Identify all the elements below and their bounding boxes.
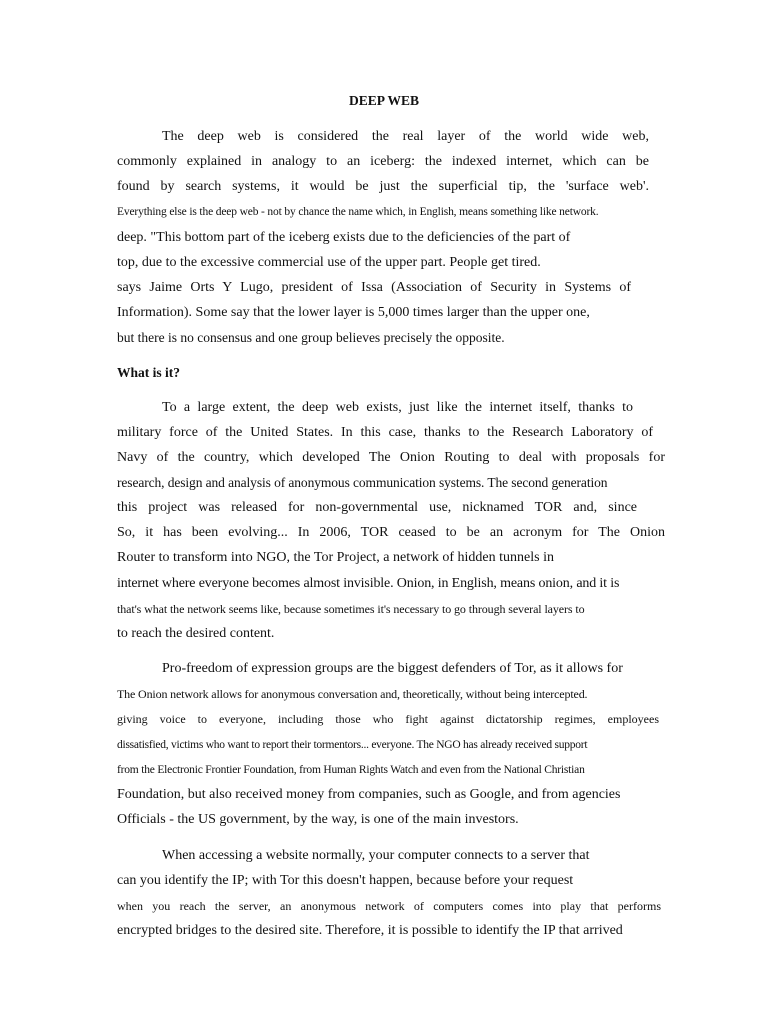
- text-line: says Jaime Orts Y Lugo, president of Issa (Association of Security in Systems of: [117, 280, 631, 295]
- text-line: research, design and analysis of anonymous communication systems. The second generation: [117, 475, 608, 490]
- text-line: that's what the network seems like, because sometimes it's necessary to go through several layers to: [117, 602, 585, 616]
- text-line: from the Electronic Frontier Foundation, from Human Rights Watch and even from the National Christian: [117, 764, 585, 776]
- text-line: but there is no consensus and one group believes precisely the opposite.: [117, 330, 505, 345]
- text-line: The deep web is considered the real layer of the world wide web,: [162, 129, 649, 144]
- text-line: giving voice to everyone, including those who fight against dictatorship regimes, employees: [117, 712, 659, 726]
- section-heading: What is it?: [117, 365, 181, 380]
- text-line: Pro-freedom of expression groups are the biggest defenders of Tor, as it allows for: [162, 661, 623, 676]
- text-line: The Onion network allows for anonymous conversation and, theoretically, without being intercepted.: [117, 687, 588, 701]
- text-line: So, it has been evolving... In 2006, TOR ceased to be an acronym for The Onion: [117, 525, 665, 540]
- text-line: to reach the desired content.: [117, 626, 275, 641]
- text-line: Officials - the US government, by the way, is one of the main investors.: [117, 812, 519, 827]
- text-line: Foundation, but also received money from companies, such as Google, and from agencies: [117, 787, 621, 802]
- text-line: To a large extent, the deep web exists, just like the internet itself, thanks to: [162, 400, 633, 415]
- text-line: commonly explained in analogy to an iceberg: the indexed internet, which can be: [117, 154, 649, 169]
- text-line: this project was released for non-governmental use, nicknamed TOR and, since: [117, 500, 637, 515]
- text-line: top, due to the excessive commercial use of the upper part. People get tired.: [117, 255, 541, 270]
- text-line: internet where everyone becomes almost invisible. Onion, in English, means onion, and it is: [117, 576, 620, 591]
- text-line: can you identify the IP; with Tor this doesn't happen, because before your request: [117, 873, 574, 888]
- text-line: military force of the United States. In this case, thanks to the Research Laboratory of: [117, 425, 653, 440]
- text-line: Navy of the country, which developed The Onion Routing to deal with proposals for: [117, 450, 665, 465]
- text-line: deep. "This bottom part of the iceberg exists due to the deficiencies of the part of: [117, 230, 571, 245]
- text-line: found by search systems, it would be just the superficial tip, the 'surface web'.: [117, 179, 649, 194]
- text-line: Information). Some say that the lower layer is 5,000 times larger than the upper one,: [117, 305, 590, 320]
- text-line: Everything else is the deep web - not by chance the name which, in English, means something like network.: [117, 206, 599, 218]
- document-title: DEEP WEB: [349, 93, 419, 108]
- text-line: Router to transform into NGO, the Tor Project, a network of hidden tunnels in: [117, 550, 554, 565]
- text-line: when you reach the server, an anonymous network of computers comes into play that performs: [117, 899, 661, 913]
- text-line: dissatisfied, victims who want to report their tormentors... everyone. The NGO has already received support: [117, 739, 588, 751]
- text-line: encrypted bridges to the desired site. Therefore, it is possible to identify the IP that arrived: [117, 923, 623, 938]
- text-line: When accessing a website normally, your computer connects to a server that: [162, 848, 590, 863]
